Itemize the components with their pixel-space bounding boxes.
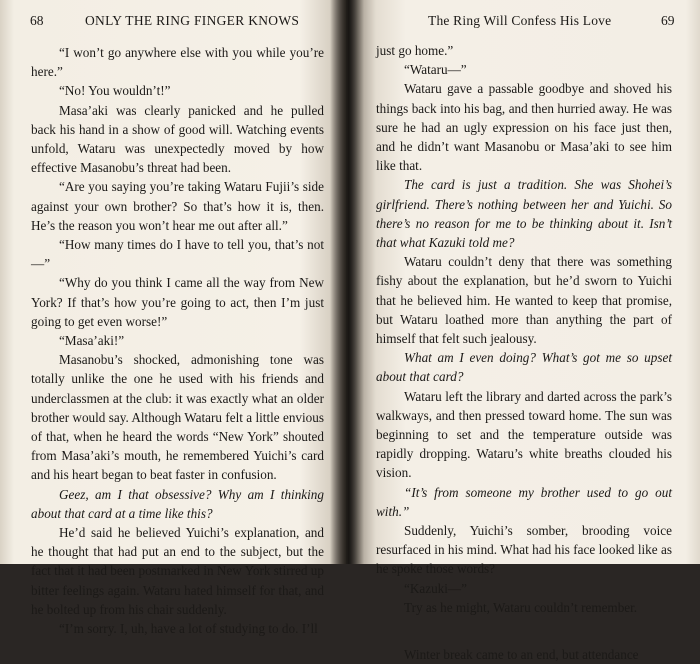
paragraph: just go home.”	[376, 43, 454, 58]
paragraph: The card is just a tradition. She was Shohei’s girlfriend. There’s nothing between her and Yuichi. So there’s no reason for me to be thinking about it. Isn’t that what Kazuki told me?	[376, 177, 672, 251]
paragraph: He’d said he believed Yuichi’s explanation, and he thought that had put an end to the subject, but the fact that it had been postmarked in New York stirred up bitter feelings again. Wataru hated himself for that, and he bolted up from his chair suddenly.	[31, 525, 324, 617]
left-page-body	[31, 43, 324, 638]
paragraph: “Kazuki—”	[404, 580, 467, 596]
left-page-number: 68	[30, 13, 44, 28]
paragraph: “No! You wouldn’t!”	[59, 83, 171, 99]
paragraph: “It’s from someone my brother used to go out with.”	[376, 484, 672, 519]
paragraph: “Wataru—”	[404, 62, 467, 78]
right-page-number: 69	[661, 13, 675, 28]
paragraph: “Why do you think I came all the way from New York? If that’s how you’re going to act, then I’m just going to get even worse!”	[31, 275, 324, 329]
right-page	[346, 0, 700, 663]
paragraph: What am I even doing? What’s got me so upset about that card?	[376, 350, 672, 385]
paragraph: Wataru couldn’t deny that there was something fishy about the explanation, but he’d sworn to Yuichi that he believed him. He wanted to keep that promise, but Wataru loathed more than anything the part of himself that felt such jealousy.	[376, 254, 672, 347]
paragraph: Geez, am I that obsessive? Why am I thinking about that card at a time like this?	[31, 486, 324, 521]
paragraph: Try as he might, Wataru couldn’t remember.	[404, 599, 638, 615]
paragraph: “How many times do I have to tell you, that’s not—”	[31, 237, 324, 272]
right-running-head: The Ring Will Confess His Love	[428, 13, 612, 28]
left-page	[0, 0, 346, 637]
paragraph: Winter break came to an end, but attendance	[404, 647, 639, 663]
left-running-head: ONLY THE RING FINGER KNOWS	[85, 13, 300, 28]
paragraph: “Are you saying you’re taking Wataru Fujii’s side against your own brother? So that’s how it is, then. He’s the reason you won’t hear me out after all.”	[31, 179, 324, 233]
paragraph: “I’m sorry. I, uh, have a lot of studying to do. I’ll	[59, 621, 318, 637]
paragraph: Masanobu’s shocked, admonishing tone was totally unlike the one he used with his friends and underclassmen at the club: it was exactly what an older brother would say. Although Wataru felt a little envious of that, when he heard the words “New York” shouted from Masa’aki’s mouth, he remembered Yuichi’s card and his heart began to beat faster in confusion.	[31, 352, 324, 483]
paragraph: Masa’aki was clearly panicked and he pulled back his hand in a show of good will. Watching events unfold, Wataru was unexpectedly moved by how effective Masanobu’s threat had been.	[31, 102, 324, 176]
right-page-body	[376, 41, 672, 664]
paragraph: Wataru left the library and darted across the park’s walkways, and then pressed toward home. The sun was beginning to set and the temperature outside was rapidly dropping. Wataru’s white breaths clouded his vision.	[376, 388, 672, 481]
paragraph: “Masa’aki!”	[59, 333, 125, 349]
paragraph: Wataru gave a passable goodbye and shoved his things back into his bag, and then hurried away. He was sure he had an ugly expression on his face just then, and he didn’t want Masanobu or Masa’aki to see him like that.	[376, 81, 672, 174]
paragraph: “I won’t go anywhere else with you while you’re here.”	[31, 45, 324, 80]
paragraph: Suddenly, Yuichi’s somber, brooding voice resurfaced in his mind. What had his face looked like as he spoke those words?	[376, 523, 672, 577]
